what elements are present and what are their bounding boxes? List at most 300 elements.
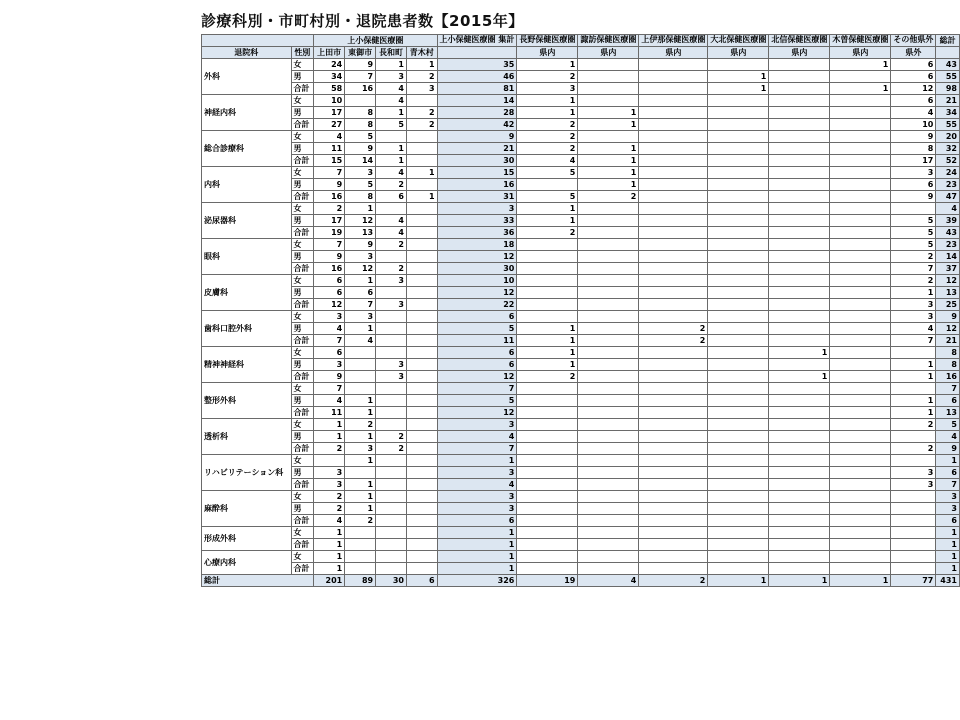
value-cell — [708, 359, 769, 371]
value-cell — [376, 287, 407, 299]
value-cell — [769, 407, 830, 419]
value-cell: 1 — [891, 395, 936, 407]
value-cell: 9 — [345, 59, 376, 71]
value-cell — [639, 203, 708, 215]
value-cell: 1 — [891, 359, 936, 371]
value-cell — [830, 179, 891, 191]
value-cell: 1 — [314, 431, 345, 443]
value-cell — [639, 131, 708, 143]
value-cell: 1 — [578, 167, 639, 179]
value-cell — [406, 143, 437, 155]
value-cell: 52 — [936, 155, 960, 167]
value-cell — [708, 263, 769, 275]
total-value-cell: 89 — [345, 575, 376, 587]
value-cell — [830, 467, 891, 479]
value-cell: 2 — [345, 515, 376, 527]
value-cell: 3 — [891, 311, 936, 323]
value-cell: 5 — [517, 191, 578, 203]
sex-cell: 女 — [291, 347, 314, 359]
table-row — [202, 203, 960, 215]
value-cell — [708, 479, 769, 491]
table-row — [202, 131, 960, 143]
sex-cell: 女 — [291, 239, 314, 251]
value-cell: 2 — [376, 179, 407, 191]
value-cell — [639, 191, 708, 203]
value-cell — [376, 407, 407, 419]
value-cell: 1 — [345, 407, 376, 419]
value-cell — [708, 407, 769, 419]
value-cell — [578, 407, 639, 419]
sex-cell: 男 — [291, 215, 314, 227]
value-cell: 1 — [578, 179, 639, 191]
value-cell — [376, 251, 407, 263]
value-cell — [830, 359, 891, 371]
value-cell — [406, 215, 437, 227]
value-cell — [708, 167, 769, 179]
value-cell: 24 — [936, 167, 960, 179]
value-cell: 98 — [936, 83, 960, 95]
value-cell: 9 — [345, 239, 376, 251]
value-cell — [830, 323, 891, 335]
value-cell: 1 — [406, 59, 437, 71]
dept-cell: 神経内科 — [202, 95, 292, 131]
value-cell: 4 — [437, 479, 517, 491]
value-cell — [406, 275, 437, 287]
city-header-aoki: 青木村 — [406, 47, 437, 59]
region-header-kiso: 木曽保健医療圏 — [830, 35, 891, 47]
value-cell — [517, 443, 578, 455]
value-cell — [639, 407, 708, 419]
value-cell: 12 — [437, 407, 517, 419]
value-cell — [830, 299, 891, 311]
value-cell: 2 — [891, 419, 936, 431]
value-cell: 17 — [314, 107, 345, 119]
value-cell: 2 — [376, 263, 407, 275]
value-cell: 1 — [314, 563, 345, 575]
table-row — [202, 563, 960, 575]
value-cell — [578, 395, 639, 407]
value-cell: 34 — [936, 107, 960, 119]
value-cell — [708, 467, 769, 479]
sex-cell: 男 — [291, 179, 314, 191]
sex-cell: 女 — [291, 383, 314, 395]
value-cell — [406, 323, 437, 335]
value-cell: 4 — [376, 227, 407, 239]
value-cell: 7 — [345, 71, 376, 83]
value-cell: 1 — [578, 155, 639, 167]
value-cell — [639, 467, 708, 479]
value-cell — [517, 287, 578, 299]
value-cell: 6 — [376, 191, 407, 203]
value-cell: 12 — [345, 263, 376, 275]
sex-cell: 合計 — [291, 335, 314, 347]
value-cell: 10 — [891, 119, 936, 131]
value-cell — [376, 491, 407, 503]
value-cell: 1 — [517, 323, 578, 335]
value-cell — [830, 407, 891, 419]
value-cell: 16 — [345, 83, 376, 95]
value-cell: 15 — [314, 155, 345, 167]
sex-cell: 男 — [291, 503, 314, 515]
value-cell: 3 — [437, 467, 517, 479]
value-cell: 9 — [314, 179, 345, 191]
value-cell — [578, 239, 639, 251]
value-cell — [830, 431, 891, 443]
value-cell — [830, 167, 891, 179]
value-cell: 23 — [936, 239, 960, 251]
value-cell — [517, 539, 578, 551]
value-cell — [769, 551, 830, 563]
value-cell: 34 — [314, 71, 345, 83]
value-cell — [891, 503, 936, 515]
value-cell — [769, 239, 830, 251]
total-value-cell: 2 — [639, 575, 708, 587]
value-cell — [830, 191, 891, 203]
value-cell — [578, 503, 639, 515]
value-cell — [376, 203, 407, 215]
dept-cell: 形成外科 — [202, 527, 292, 551]
value-cell: 11 — [314, 143, 345, 155]
value-cell — [406, 407, 437, 419]
value-cell — [517, 179, 578, 191]
sex-cell: 合計 — [291, 407, 314, 419]
table-row — [202, 227, 960, 239]
value-cell: 21 — [936, 95, 960, 107]
total-value-cell: 326 — [437, 575, 517, 587]
value-cell — [830, 383, 891, 395]
sex-cell: 合計 — [291, 539, 314, 551]
sex-cell: 女 — [291, 59, 314, 71]
value-cell — [639, 119, 708, 131]
value-cell — [708, 131, 769, 143]
value-cell — [830, 275, 891, 287]
total-value-cell: 201 — [314, 575, 345, 587]
value-cell — [708, 191, 769, 203]
value-cell — [708, 371, 769, 383]
value-cell: 16 — [936, 371, 960, 383]
value-cell — [406, 563, 437, 575]
value-cell — [708, 395, 769, 407]
value-cell: 32 — [936, 143, 960, 155]
table-row — [202, 287, 960, 299]
value-cell — [830, 527, 891, 539]
value-cell — [639, 83, 708, 95]
value-cell: 1 — [936, 551, 960, 563]
value-cell: 25 — [936, 299, 960, 311]
value-cell: 1 — [517, 95, 578, 107]
dept-cell: 総合診療科 — [202, 131, 292, 167]
value-cell: 1 — [578, 119, 639, 131]
value-cell — [639, 227, 708, 239]
value-cell: 4 — [437, 431, 517, 443]
grand-total-header: 総計 — [936, 35, 960, 47]
value-cell — [891, 491, 936, 503]
value-cell — [769, 503, 830, 515]
value-cell — [639, 479, 708, 491]
table-row — [202, 155, 960, 167]
sex-cell: 合計 — [291, 263, 314, 275]
header-corner — [202, 35, 314, 47]
value-cell: 5 — [345, 131, 376, 143]
value-cell — [639, 263, 708, 275]
sex-cell: 合計 — [291, 479, 314, 491]
value-cell: 4 — [936, 431, 960, 443]
value-cell: 2 — [517, 131, 578, 143]
table-row — [202, 539, 960, 551]
value-cell: 30 — [437, 155, 517, 167]
value-cell: 2 — [314, 203, 345, 215]
value-cell: 2 — [406, 71, 437, 83]
value-cell — [769, 527, 830, 539]
value-cell — [376, 467, 407, 479]
value-cell — [578, 203, 639, 215]
total-value-cell: 1 — [830, 575, 891, 587]
table-row — [202, 119, 960, 131]
value-cell: 4 — [314, 395, 345, 407]
value-cell: 2 — [314, 491, 345, 503]
value-cell — [830, 515, 891, 527]
dept-cell: 心療内科 — [202, 551, 292, 575]
table-row — [202, 455, 960, 467]
value-cell — [769, 383, 830, 395]
value-cell: 7 — [314, 239, 345, 251]
value-cell: 1 — [345, 395, 376, 407]
header-row-sub — [202, 47, 960, 59]
value-cell — [578, 515, 639, 527]
value-cell: 4 — [314, 131, 345, 143]
value-cell: 7 — [437, 443, 517, 455]
sex-cell: 女 — [291, 311, 314, 323]
value-cell: 3 — [891, 299, 936, 311]
value-cell — [517, 455, 578, 467]
value-cell — [376, 395, 407, 407]
value-cell: 10 — [437, 275, 517, 287]
table-row — [202, 527, 960, 539]
value-cell — [517, 251, 578, 263]
value-cell — [406, 455, 437, 467]
sex-cell: 合計 — [291, 515, 314, 527]
value-cell: 1 — [517, 215, 578, 227]
value-cell — [406, 227, 437, 239]
value-cell: 6 — [314, 347, 345, 359]
value-cell — [769, 155, 830, 167]
value-cell: 10 — [314, 95, 345, 107]
value-cell: 22 — [437, 299, 517, 311]
value-cell — [830, 95, 891, 107]
value-cell: 1 — [769, 347, 830, 359]
value-cell: 1 — [769, 371, 830, 383]
value-cell: 7 — [314, 167, 345, 179]
value-cell: 2 — [517, 71, 578, 83]
value-cell — [578, 131, 639, 143]
patient-count-table — [201, 34, 960, 587]
value-cell — [708, 155, 769, 167]
value-cell — [345, 383, 376, 395]
value-cell: 1 — [517, 59, 578, 71]
value-cell — [578, 215, 639, 227]
value-cell — [578, 359, 639, 371]
value-cell — [708, 311, 769, 323]
scope-header: 県内 — [639, 47, 708, 59]
value-cell — [830, 155, 891, 167]
value-cell: 6 — [891, 179, 936, 191]
region-group-header: 上小保健医療圏 — [314, 35, 437, 47]
value-cell — [769, 83, 830, 95]
value-cell — [639, 179, 708, 191]
value-cell — [708, 299, 769, 311]
value-cell — [578, 527, 639, 539]
value-cell: 1 — [345, 275, 376, 287]
value-cell — [769, 539, 830, 551]
value-cell — [830, 287, 891, 299]
value-cell: 2 — [891, 251, 936, 263]
value-cell: 20 — [936, 131, 960, 143]
value-cell — [639, 347, 708, 359]
value-cell — [769, 251, 830, 263]
value-cell: 43 — [936, 59, 960, 71]
value-cell — [769, 311, 830, 323]
value-cell — [769, 275, 830, 287]
scope-header: 県内 — [578, 47, 639, 59]
value-cell — [708, 215, 769, 227]
value-cell — [769, 119, 830, 131]
value-cell — [517, 503, 578, 515]
table-row — [202, 371, 960, 383]
value-cell: 2 — [517, 143, 578, 155]
value-cell: 3 — [345, 251, 376, 263]
value-cell: 14 — [437, 95, 517, 107]
region-header-hokushin: 北信保健医療圏 — [769, 35, 830, 47]
value-cell — [830, 503, 891, 515]
sex-cell: 女 — [291, 95, 314, 107]
sex-cell: 女 — [291, 131, 314, 143]
value-cell — [578, 443, 639, 455]
value-cell — [830, 563, 891, 575]
value-cell: 3 — [437, 491, 517, 503]
value-cell — [891, 539, 936, 551]
value-cell — [345, 539, 376, 551]
value-cell: 2 — [406, 119, 437, 131]
value-cell: 9 — [936, 311, 960, 323]
value-cell — [376, 131, 407, 143]
total-value-cell: 431 — [936, 575, 960, 587]
value-cell: 2 — [406, 107, 437, 119]
value-cell — [406, 203, 437, 215]
table-row — [202, 335, 960, 347]
value-cell — [578, 551, 639, 563]
value-cell: 1 — [437, 551, 517, 563]
value-cell — [639, 491, 708, 503]
value-cell — [769, 143, 830, 155]
value-cell: 36 — [437, 227, 517, 239]
value-cell — [769, 179, 830, 191]
sex-cell: 男 — [291, 431, 314, 443]
value-cell — [406, 131, 437, 143]
value-cell: 1 — [936, 455, 960, 467]
value-cell — [639, 503, 708, 515]
value-cell: 6 — [314, 275, 345, 287]
table-row — [202, 311, 960, 323]
value-cell — [639, 551, 708, 563]
value-cell — [517, 563, 578, 575]
dept-cell: 歯科口腔外科 — [202, 311, 292, 347]
value-cell — [639, 167, 708, 179]
value-cell: 4 — [891, 107, 936, 119]
value-cell — [639, 563, 708, 575]
value-cell — [517, 551, 578, 563]
value-cell — [578, 83, 639, 95]
value-cell — [708, 455, 769, 467]
subtotal-sub-header — [437, 47, 517, 59]
dept-cell: 透析科 — [202, 419, 292, 455]
value-cell: 3 — [376, 359, 407, 371]
value-cell — [639, 431, 708, 443]
value-cell: 8 — [345, 119, 376, 131]
value-cell — [376, 311, 407, 323]
value-cell — [345, 563, 376, 575]
value-cell: 1 — [406, 167, 437, 179]
value-cell — [376, 455, 407, 467]
value-cell: 21 — [437, 143, 517, 155]
value-cell — [830, 371, 891, 383]
sex-cell: 合計 — [291, 371, 314, 383]
value-cell — [708, 347, 769, 359]
table-row — [202, 179, 960, 191]
table-row — [202, 239, 960, 251]
value-cell: 3 — [437, 419, 517, 431]
value-cell — [891, 551, 936, 563]
value-cell: 37 — [936, 263, 960, 275]
value-cell — [517, 275, 578, 287]
value-cell — [639, 527, 708, 539]
sex-cell: 合計 — [291, 299, 314, 311]
value-cell: 4 — [376, 83, 407, 95]
value-cell: 47 — [936, 191, 960, 203]
table-row — [202, 503, 960, 515]
value-cell: 1 — [314, 527, 345, 539]
value-cell: 1 — [376, 143, 407, 155]
value-cell: 43 — [936, 227, 960, 239]
dept-cell: 泌尿器科 — [202, 203, 292, 239]
value-cell — [578, 59, 639, 71]
value-cell — [639, 143, 708, 155]
region-header-kamiina: 上伊那保健医療圏 — [639, 35, 708, 47]
sex-cell: 女 — [291, 203, 314, 215]
city-header-tomi: 東御市 — [345, 47, 376, 59]
value-cell: 1 — [345, 323, 376, 335]
value-cell: 2 — [376, 443, 407, 455]
value-cell — [345, 359, 376, 371]
grand-total-sub-header — [936, 47, 960, 59]
value-cell: 13 — [936, 407, 960, 419]
dept-cell: 麻酔科 — [202, 491, 292, 527]
value-cell — [769, 323, 830, 335]
value-cell — [891, 431, 936, 443]
value-cell: 55 — [936, 71, 960, 83]
value-cell: 55 — [936, 119, 960, 131]
value-cell — [708, 323, 769, 335]
value-cell — [769, 395, 830, 407]
total-value-cell: 4 — [578, 575, 639, 587]
value-cell — [376, 479, 407, 491]
value-cell — [639, 443, 708, 455]
value-cell: 4 — [936, 203, 960, 215]
value-cell — [708, 227, 769, 239]
value-cell — [769, 515, 830, 527]
value-cell: 23 — [936, 179, 960, 191]
value-cell — [639, 251, 708, 263]
value-cell — [406, 299, 437, 311]
